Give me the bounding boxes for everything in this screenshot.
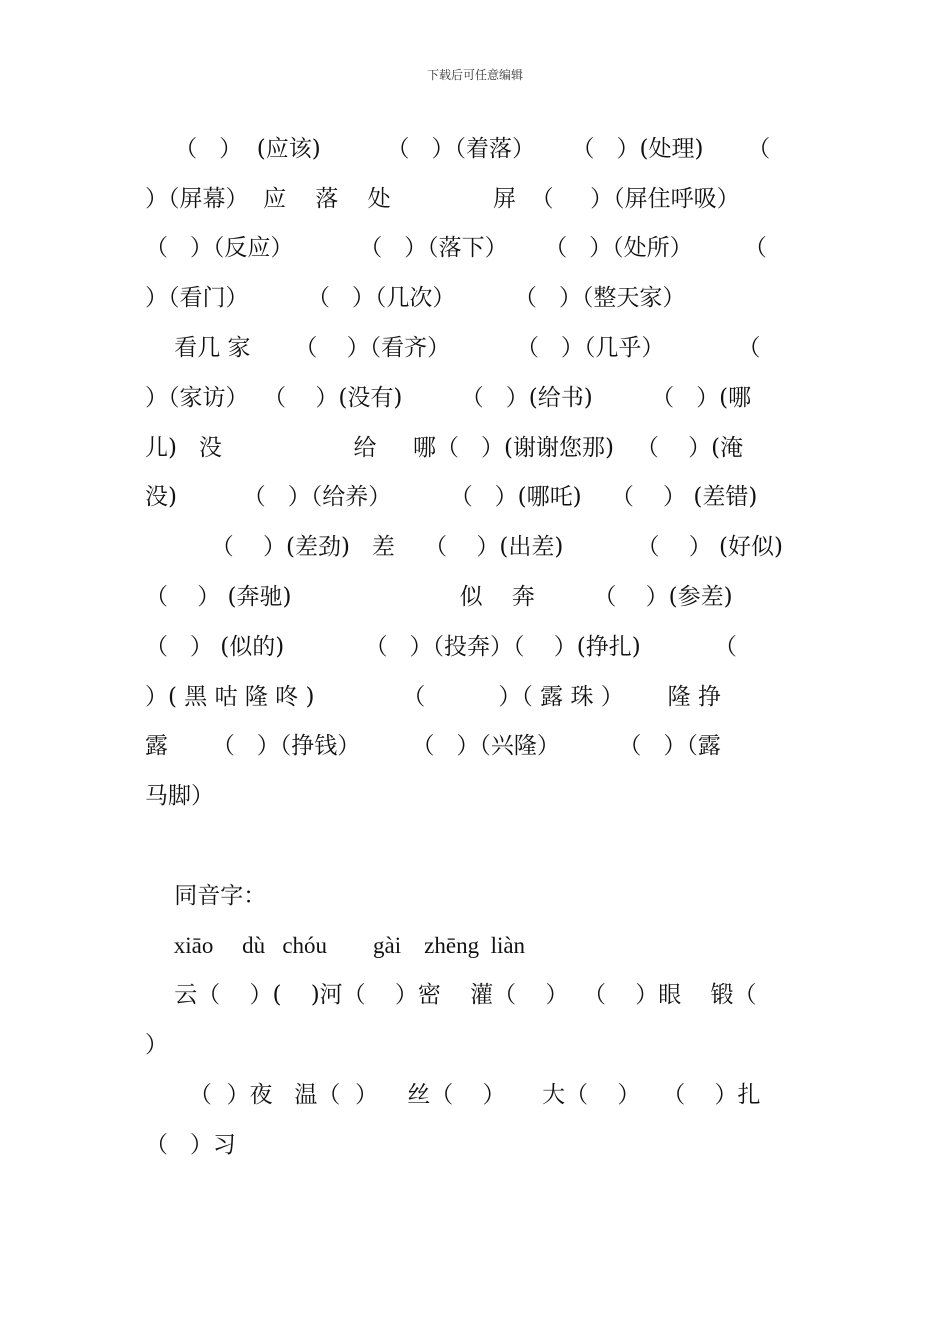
- text-line: 没) （ ）（给养） （ ）(哪吒) （ ） (差错): [145, 484, 758, 510]
- text-line: （ ） (奔驰) 似 奔 （ ）(参差): [145, 584, 733, 610]
- section-heading: 同音字：: [145, 883, 267, 909]
- text-line: 露 （ ）（挣钱） （ ）（兴隆） （ ）（露: [145, 733, 721, 759]
- text-line: 云（ ）( )河（ ）密 灌（ ） （ ）眼 锻（: [145, 982, 757, 1008]
- text-line: ）（家访） （ ）(没有) （ ）(给书) （ ）(哪: [145, 385, 752, 411]
- text-line: ）（看门） （ ）（几次） （ ）（整天家）: [145, 285, 686, 311]
- text-line: （ ）夜 温（ ） 丝（ ） 大（ ） （ ）扎: [145, 1082, 761, 1108]
- text-line: 儿) 没 给 哪（ ）(谢谢您那) （ ）(淹: [145, 435, 744, 461]
- text-line: ）: [145, 1032, 168, 1058]
- text-line: （ ） (应该) （ ）（着落） （ ）(处理) （: [145, 136, 771, 162]
- text-line: 看几 家 （ ）（看齐） （ ）（几乎） （: [145, 335, 761, 361]
- text-line: ）（屏幕） 应 落 处 屏 （ ）（屏住呼吸）: [145, 186, 740, 212]
- page-header-note: 下载后可任意编辑: [426, 68, 523, 82]
- text-line: （ ）（反应） （ ）（落下） （ ）（处所） （: [145, 235, 767, 261]
- text-line: [145, 831, 805, 861]
- text-line: ）( 黑 咕 隆 咚 ) （ ）（ 露 珠 ） 隆 挣: [145, 684, 721, 710]
- text-line: 马脚）: [145, 783, 214, 809]
- text-line: （ ） (似的) （ ）（投奔）（ ）(挣扎) （: [145, 634, 737, 660]
- text-line: （ ）习: [145, 1132, 236, 1158]
- text-line: （ ）(差劲) 差 （ ）(出差) （ ） (好似): [145, 534, 783, 560]
- pinyin-line: xiāo dù chóu gài zhēng liàn: [145, 933, 526, 958]
